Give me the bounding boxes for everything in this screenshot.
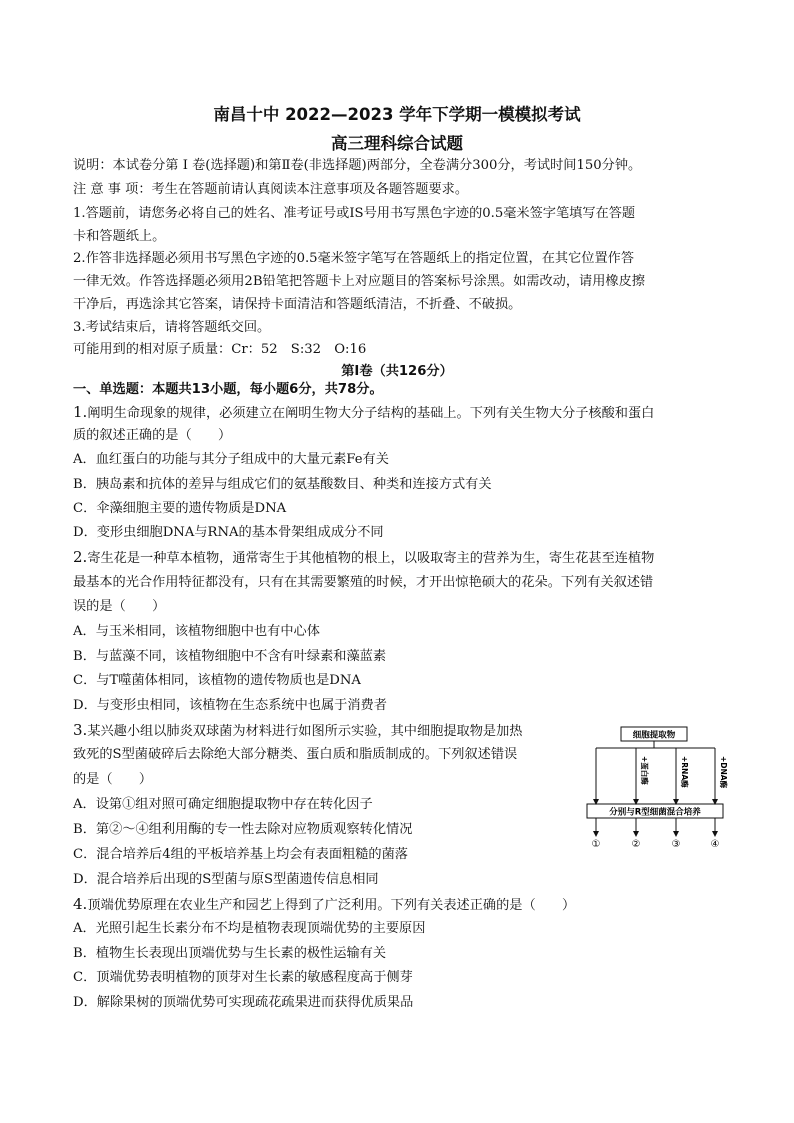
enzyme-label-protease: +蛋白酶 (640, 756, 649, 785)
question-1-option-d[interactable]: D．变形虫细胞DNA与RNA的基本骨架组成成分不同 (73, 525, 384, 540)
group-label-3: ③ (671, 839, 681, 850)
question-3-option-a[interactable]: A．设第①组对照可确定细胞提取物中存在转化因子 (73, 797, 373, 812)
question-number: 2. (73, 548, 88, 566)
question-4-option-d[interactable]: D．解除果树的顶端优势可实现疏花疏果进而获得优质果品 (73, 995, 414, 1010)
question-text: 某兴趣小组以肺炎双球菌为材料进行如图所示实验，其中细胞提取物是加热 (87, 724, 523, 739)
extract-box-label: 细胞提取物 (632, 730, 676, 741)
question-2-stem (73, 548, 654, 568)
question-2-option-a[interactable]: A．与玉米相同，该植物细胞中也有中心体 (73, 624, 320, 639)
group-label-4: ④ (710, 839, 720, 850)
instruction-item-2a: 2.作答非选择题必须用书写黑色字迹的0.5毫米签字笔写在答题纸上的指定位置，在其它位置作答 (73, 251, 635, 266)
question-3-option-d[interactable]: D．混合培养后出现的S型菌与原S型菌遗传信息相同 (73, 872, 379, 887)
instructions-notice: 注 意 事 项：考生在答题前请认真阅读本注意事项及各题答题要求。 (73, 182, 469, 197)
question-1-stem-cont: 质的叙述正确的是（ ） (73, 428, 232, 443)
question-4-option-c[interactable]: C．顶端优势表明植物的顶芽对生长素的敏感程度高于侧芽 (73, 970, 413, 985)
question-4-option-a[interactable]: A．光照引起生长素分布不均是植物表现顶端优势的主要原因 (73, 921, 426, 936)
question-2-stem-cont-2: 误的是（ ） (73, 599, 166, 614)
question-2-stem-cont: 最基本的光合作用特征都没有，只有在其需要繁殖的时候，才开出惊艳硕大的花朵。下列有关叙述错 (73, 575, 654, 590)
question-1-stem (73, 403, 654, 423)
question-number: 4. (73, 895, 88, 913)
group-label-1: ① (591, 839, 601, 850)
question-2-option-c[interactable]: C．与T噬菌体相同，该植物的遗传物质也是DNA (73, 673, 361, 688)
question-3-stem (73, 721, 523, 741)
question-text: 顶端优势原理在农业生产和园艺上得到了广泛利用。下列有关表述正确的是（ ） (87, 898, 576, 913)
instruction-item-3: 3.考试结束后，请将答题纸交回。 (73, 320, 271, 335)
instruction-item-1b: 卡和答题纸上。 (73, 229, 166, 244)
enzyme-label-rnase: +RNA酶 (680, 756, 689, 788)
question-2-option-b[interactable]: B．与蓝藻不同，该植物细胞中不含有叶绿素和藻蓝素 (73, 649, 387, 664)
question-number: 1. (73, 403, 88, 421)
question-3-option-b[interactable]: B．第②～④组利用酶的专一性去除对应物质观察转化情况 (73, 822, 413, 837)
section-part-heading: 一、单选题：本题共13小题，每小题6分，共78分。 (73, 382, 383, 397)
group-label-2: ② (631, 839, 641, 850)
question-4-option-b[interactable]: B．植物生长表现出顶端优势与生长素的极性运输有关 (73, 946, 387, 961)
question-1-option-c[interactable]: C．伞藻细胞主要的遗传物质是DNA (73, 501, 287, 516)
question-text: 寄生花是一种草本植物，通常寄生于其他植物的根上，以吸取寄主的营养为生，寄生花甚至连植物 (87, 551, 655, 566)
instructions-intro: 说明：本试卷分第 I 卷(选择题)和第Ⅱ卷(非选择题)两部分，全卷满分300分，考试时间150分钟。 (73, 158, 642, 173)
question-3-stem-cont-2: 的是（ ） (73, 772, 153, 787)
instruction-item-2c: 干净后，再选涂其它答案，请保持卡面清洁和答题纸清洁，不折叠、不破损。 (73, 297, 522, 312)
question-4-stem (73, 895, 575, 915)
enzyme-label-dnase: +DNA酶 (719, 756, 728, 789)
question-3-option-c[interactable]: C．混合培养后4组的平板培养基上均会有表面粗糙的菌落 (73, 847, 408, 862)
question-3-stem-cont: 致死的S型菌破碎后去除绝大部分糖类、蛋白质和脂质制成的。下列叙述错误 (73, 747, 518, 762)
culture-box-label: 分别与R型细菌混合培养 (609, 807, 701, 818)
exam-subtitle: 高三理科综合试题 (331, 134, 463, 153)
question-text: 阐明生命现象的规律，必须建立在阐明生物大分子结构的基础上。下列有关生物大分子核酸和蛋白 (87, 406, 655, 421)
section-heading: 第Ⅰ卷（共126分） (341, 364, 453, 379)
question-2-option-d[interactable]: D．与变形虫相同，该植物在生态系统中也属于消费者 (73, 698, 387, 713)
experiment-diagram (585, 726, 728, 850)
question-1-option-b[interactable]: B．胰岛素和抗体的差异与组成它们的氨基酸数目、种类和连接方式有关 (73, 477, 492, 492)
question-1-option-a[interactable]: A．血红蛋白的功能与其分子组成中的大量元素Fe有关 (73, 452, 389, 467)
question-number: 3. (73, 721, 88, 739)
instruction-item-1a: 1.答题前，请您务必将自己的姓名、准考证号或IS号用书写黑色字迹的0.5毫米签字笔填写在答题 (73, 206, 636, 221)
instruction-item-2b: 一律无效。作答选择题必须用2B铅笔把答题卡上对应题目的答案标号涂黑。如需改动，请用橡皮擦 (73, 274, 645, 289)
atomic-mass-line: 可能用到的相对原子质量：Cr：52 S:32 O:16 (73, 342, 367, 357)
exam-title: 南昌十中 2022—2023 学年下学期一模模拟考试 (213, 105, 581, 124)
